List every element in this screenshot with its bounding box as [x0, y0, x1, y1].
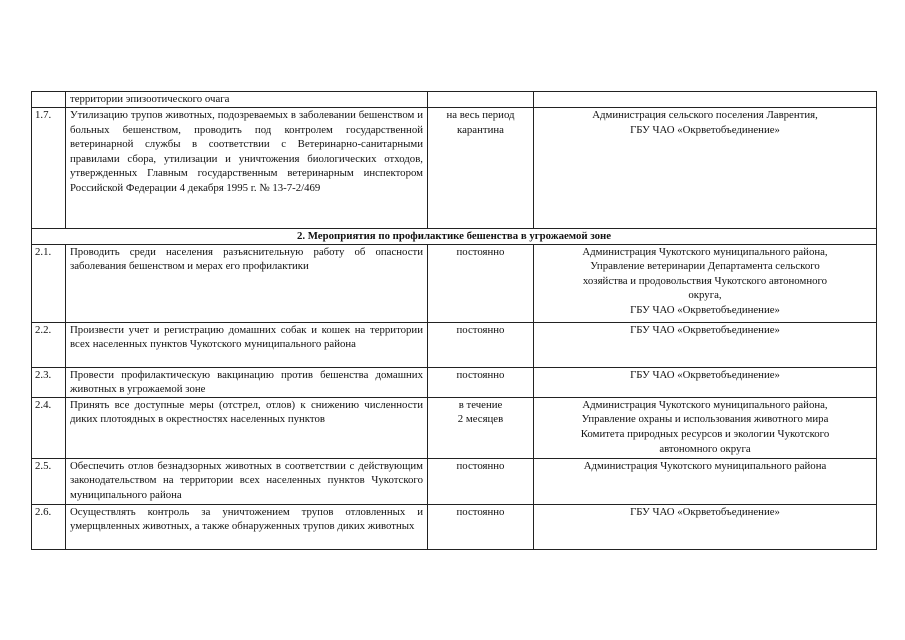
table-row [32, 322, 877, 367]
executor-text [534, 367, 877, 397]
row-number [32, 92, 66, 108]
executor-line: Комитета природных ресурсов и экологии Чукотского [580, 427, 830, 440]
row-number: 1.7. [32, 108, 66, 229]
executor-text [534, 458, 877, 504]
term-line: на весь период [446, 109, 515, 121]
executor-text [534, 108, 877, 229]
executor-text [534, 397, 877, 458]
term-text [428, 367, 534, 397]
executor-line: ГБУ ЧАО «Окрветобъединение» [630, 303, 780, 316]
executor-line: Администрация сельского поселения Лаврентия, [592, 109, 818, 121]
term-text [428, 458, 534, 504]
term-line: постоянно [456, 323, 505, 336]
section-header-row [32, 229, 877, 245]
term-line: постоянно [456, 368, 505, 381]
row-number: 2.3. [32, 367, 66, 397]
executor-line: ГБУ ЧАО «Окрветобъединение» [630, 368, 780, 381]
executor-text [534, 92, 877, 108]
measure-text: Проводить среди населения разъяснительную работу об опасности заболевания бешенством и мерах его профилактики [66, 244, 428, 322]
executor-line: округа, [688, 289, 722, 302]
executor-line: Управление ветеринарии Департамента сельского [590, 260, 820, 273]
measure-text: Произвести учет и регистрацию домашних собак и кошек на территории всех населенных пунктов Чукотского муниципального района [66, 322, 428, 367]
row-number: 2.2. [32, 322, 66, 367]
executor-line: ГБУ ЧАО «Окрветобъединение» [630, 323, 780, 336]
measure-text: Обеспечить отлов безнадзорных животных в соответствии с действующим законодательством на территории всех населенных пунктов Чукотского муниципального района [66, 458, 428, 504]
executor-line: Администрация Чукотского муниципального района, [582, 245, 828, 258]
measure-text: территории эпизоотического очага [66, 92, 428, 108]
executor-text [534, 244, 877, 322]
measure-text: Принять все доступные меры (отстрел, отлов) к снижению численности диких плотоядных в окрестностях населенных пунктов [66, 397, 428, 458]
row-number: 2.4. [32, 397, 66, 458]
table-row [32, 108, 877, 229]
term-line: в течение [458, 398, 503, 411]
row-number: 2.1. [32, 244, 66, 322]
term-line: 2 месяцев [457, 413, 504, 426]
table-row [32, 92, 877, 108]
measures-table [31, 91, 877, 550]
term-text [428, 322, 534, 367]
table-row [32, 244, 877, 322]
term-line: постоянно [456, 459, 505, 472]
row-number: 2.5. [32, 458, 66, 504]
executor-line: ГБУ ЧАО «Окрветобъединение» [630, 123, 780, 136]
table-row [32, 397, 877, 458]
table-row [32, 504, 877, 549]
term-text [428, 244, 534, 322]
term-line: карантина [457, 123, 504, 136]
executor-line: Управление охраны и использования животного мира [581, 413, 829, 426]
executor-line: Администрация Чукотского муниципального района, [582, 398, 828, 411]
executor-line: Администрация Чукотского муниципального района [583, 459, 827, 472]
term-text [428, 92, 534, 108]
executor-line: автономного округа [659, 442, 751, 455]
measure-text: Утилизацию трупов животных, подозреваемых в заболевании бешенством и больных бешенством, проводить под контролем государственной ветеринарной службы в соответствии с Ветеринарно-санитарными правилами сбора, утилизации и уничтожения биологических отходов, утвержденных Главным государственным ветеринарным инспектором Российской Федерации 4 декабря 1995 г. № 13-7-2/469 [66, 108, 428, 229]
measure-text: Осуществлять контроль за уничтожением трупов отловленных и умерщвленных животных, а также обнаруженных трупов диких животных [66, 504, 428, 549]
executor-text [534, 504, 877, 549]
executor-line: хозяйства и продовольствия Чукотского автономного [582, 274, 828, 287]
term-line: постоянно [456, 245, 505, 258]
table-row [32, 367, 877, 397]
term-text [428, 397, 534, 458]
executor-text [534, 322, 877, 367]
term-text [428, 504, 534, 549]
term-text [428, 108, 534, 229]
section-title: 2. Мероприятия по профилактике бешенства в угрожаемой зоне [32, 229, 877, 245]
executor-line: ГБУ ЧАО «Окрветобъединение» [630, 505, 780, 518]
row-number: 2.6. [32, 504, 66, 549]
table-row [32, 458, 877, 504]
term-line: постоянно [456, 505, 505, 518]
measure-text: Провести профилактическую вакцинацию против бешенства домашних животных в угрожаемой зоне [66, 367, 428, 397]
